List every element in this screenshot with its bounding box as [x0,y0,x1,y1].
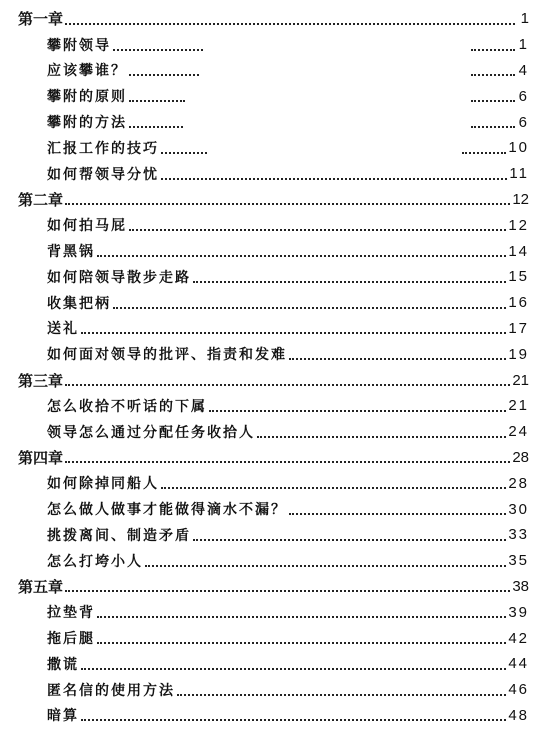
toc-entry-page-number: 39 [508,603,529,621]
toc-section-entry[interactable] [0,290,560,316]
toc-chapter-entry[interactable] [0,187,560,213]
toc-section-entry[interactable] [0,703,560,729]
toc-entry-title: 拉垫背 [47,605,95,622]
toc-entry-page-number: 21 [512,371,529,389]
toc-entry-title: 怎么收拾不听话的下属 [47,398,207,415]
dot-leader [81,668,506,670]
dot-leader [65,461,510,463]
dot-leader [97,642,506,644]
toc-entry-title: 暗算 [47,708,79,725]
toc-entry-page-number: 24 [508,423,529,441]
toc-entry-page-number: 48 [508,706,529,724]
toc-entry-title: 领导怎么通过分配任务收拾人 [47,424,255,441]
dot-leader [471,49,515,51]
dot-leader [65,203,510,205]
toc-entry-title: 撒谎 [47,656,79,673]
toc-entry-title: 怎么做人做事才能做得滴水不漏？ [47,502,287,519]
toc-entry-page-number: 28 [508,474,529,492]
dot-leader [289,358,506,360]
toc-section-entry[interactable] [0,83,560,109]
toc-entry-page-number: 6 [518,87,529,105]
toc-entry-title: 匿名信的使用方法 [47,682,175,699]
dot-leader [462,152,506,154]
toc-entry-page-number: 15 [508,268,529,286]
toc-section-entry[interactable] [0,109,560,135]
dot-leader [81,719,506,721]
dot-leader [209,410,506,412]
toc-entry-page-number: 1 [518,36,529,54]
toc-section-entry[interactable] [0,161,560,187]
dot-leader [161,152,207,154]
toc-entry-title: 第三章 [18,371,64,390]
dot-leader [471,100,515,102]
toc-entry-title: 攀附领导 [47,37,111,54]
dot-leader [161,487,506,489]
toc-entry-page-number: 35 [508,552,529,570]
dot-leader [113,49,203,51]
toc-entry-page-number: 14 [508,242,529,260]
dot-leader [65,384,510,386]
toc-entry-title: 拖后腿 [47,631,95,648]
toc-entry-page-number: 17 [508,319,529,337]
toc-section-entry[interactable] [0,419,560,445]
toc-entry-title: 汇报工作的技巧 [47,140,159,157]
toc-section-entry[interactable] [0,264,560,290]
toc-section-entry[interactable] [0,238,560,264]
toc-section-entry[interactable] [0,470,560,496]
toc-entry-title: 第五章 [18,577,64,596]
toc-entry-page-number: 46 [508,681,529,699]
dot-leader [97,616,506,618]
dot-leader [129,100,185,102]
toc-entry-page-number: 33 [508,526,529,544]
dot-leader [97,255,506,257]
toc-entry-page-number: 28 [512,448,529,466]
dot-leader [471,74,515,76]
toc-entry-title: 第二章 [18,190,64,209]
dot-leader [129,74,199,76]
toc-entry-page-number: 38 [512,577,529,595]
toc-section-entry[interactable] [0,393,560,419]
dot-leader [129,126,183,128]
toc-chapter-entry[interactable] [0,6,560,32]
toc-entry-page-number: 12 [508,216,529,234]
toc-chapter-entry[interactable] [0,367,560,393]
toc-entry-title: 送礼 [47,321,79,338]
toc-section-entry[interactable] [0,32,560,58]
toc-section-entry[interactable] [0,496,560,522]
dot-leader [289,513,506,515]
toc-section-entry[interactable] [0,522,560,548]
dot-leader [65,590,510,592]
toc-entry-title: 第四章 [18,448,64,467]
dot-leader [193,539,506,541]
toc-chapter-entry[interactable] [0,445,560,471]
toc-entry-title: 应该攀谁？ [47,63,127,80]
toc-entry-page-number: 42 [508,629,529,647]
toc-entry-title: 如何陪领导散步走路 [47,269,191,286]
toc-entry-page-number: 21 [508,397,529,415]
toc-entry-title: 怎么打垮小人 [47,553,143,570]
toc-entry-title: 第一章 [18,10,64,29]
dot-leader [177,694,506,696]
toc-entry-page-number: 16 [508,294,529,312]
dot-leader [129,229,506,231]
toc-entry-title: 收集把柄 [47,295,111,312]
toc-entry-title: 挑拨离间、制造矛盾 [47,527,191,544]
toc-entry-page-number: 44 [508,655,529,673]
dot-leader [145,565,506,567]
toc-section-entry[interactable] [0,677,560,703]
dot-leader [193,281,506,283]
toc-entry-page-number: 1 [520,10,529,28]
table-of-contents [0,6,560,728]
toc-section-entry[interactable] [0,341,560,367]
toc-entry-title: 攀附的原则 [47,89,127,106]
dot-leader [65,23,515,25]
toc-section-entry[interactable] [0,316,560,342]
toc-entry-page-number: 12 [512,190,529,208]
toc-entry-title: 如何帮领导分忧 [47,166,159,183]
dot-leader [81,332,506,334]
toc-entry-page-number: 6 [518,113,529,131]
toc-entry-page-number: 19 [508,345,529,363]
toc-entry-page-number: 10 [508,139,529,157]
dot-leader [471,126,515,128]
toc-entry-page-number: 11 [509,165,529,183]
toc-entry-title: 攀附的方法 [47,115,127,132]
dot-leader [257,436,506,438]
toc-section-entry[interactable] [0,548,560,574]
toc-section-entry[interactable] [0,58,560,84]
dot-leader [161,178,507,180]
toc-section-entry[interactable] [0,599,560,625]
toc-entry-title: 如何面对领导的批评、指责和发难 [47,347,287,364]
toc-section-entry[interactable] [0,135,560,161]
dot-leader [113,307,506,309]
toc-entry-title: 如何除掉同船人 [47,476,159,493]
toc-section-entry[interactable] [0,625,560,651]
toc-chapter-entry[interactable] [0,574,560,600]
toc-entry-title: 背黑锅 [47,244,95,261]
toc-section-entry[interactable] [0,212,560,238]
toc-entry-title: 如何拍马屁 [47,218,127,235]
toc-entry-page-number: 30 [508,500,529,518]
toc-entry-page-number: 4 [518,61,529,79]
toc-section-entry[interactable] [0,651,560,677]
